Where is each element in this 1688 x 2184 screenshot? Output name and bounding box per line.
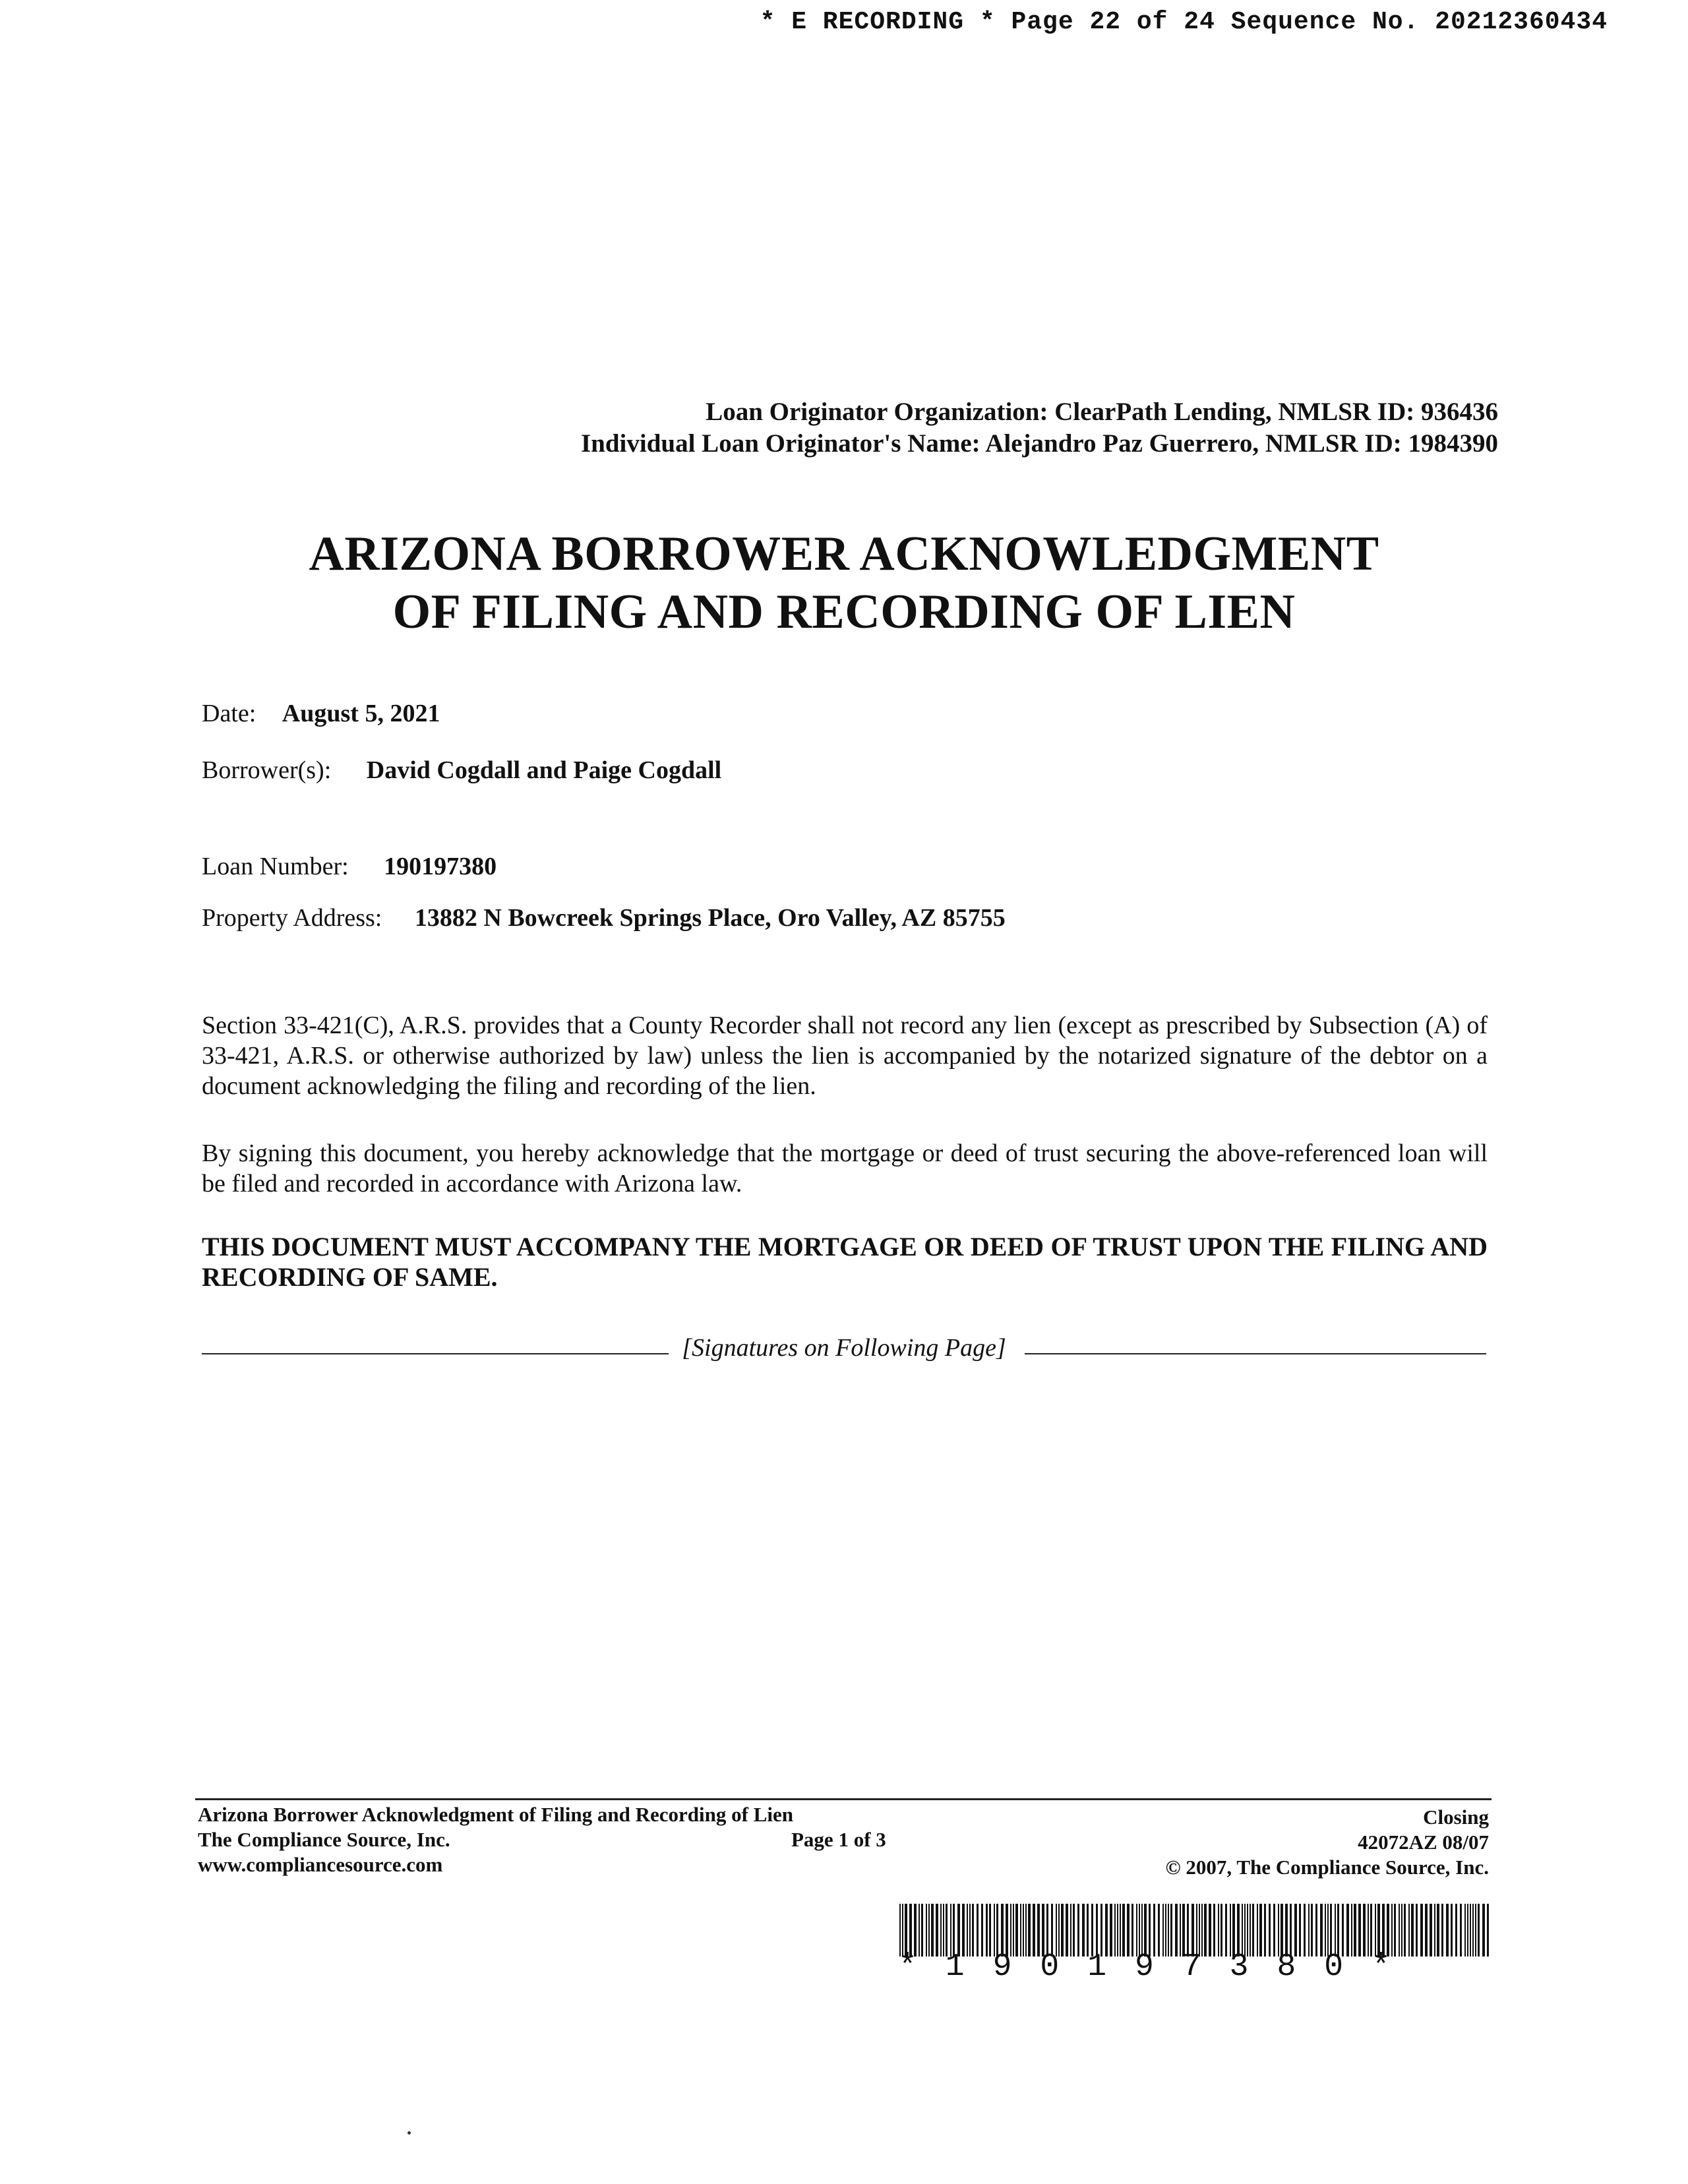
barcode-bar (1015, 1904, 1018, 1957)
barcode-bar (909, 1904, 912, 1957)
barcode-bar (1114, 1904, 1116, 1957)
barcode-bar (1437, 1904, 1439, 1957)
loan-number-label: Loan Number: (202, 853, 349, 880)
barcode-bar (1153, 1904, 1155, 1957)
barcode-bar (1375, 1904, 1376, 1957)
barcode-bar (1346, 1904, 1349, 1957)
barcode-bar (1168, 1904, 1169, 1957)
barcode-bar (1387, 1904, 1389, 1957)
barcode-bar (1308, 1904, 1310, 1957)
property-address-field (202, 903, 1006, 932)
barcode-bar (1204, 1904, 1207, 1957)
barcode-bar (1363, 1904, 1366, 1957)
barcode-bar (1394, 1904, 1396, 1957)
acknowledgment-paragraph: By signing this document, you hereby acknowledge that the mortgage or deed of trust securing the above-referenced loan will be filed and recorded in accordance with Arizona law. (202, 1139, 1488, 1198)
barcode-bar (977, 1904, 979, 1957)
accompany-notice: THIS DOCUMENT MUST ACCOMPANY THE MORTGAGE OR DEED OF TRUST UPON THE FILING AND RECORDING OF SAME. (202, 1232, 1488, 1292)
signatures-divider (202, 1333, 1486, 1366)
barcode-bar (1259, 1904, 1262, 1957)
barcode-bar (962, 1904, 965, 1957)
barcode-bar (1201, 1904, 1203, 1957)
footer-website: www.compliancesource.com (198, 1853, 443, 1876)
barcode-bar (1141, 1904, 1143, 1957)
barcode-bar (1441, 1904, 1443, 1957)
barcode-bar (1096, 1904, 1098, 1957)
barcode-bar (1358, 1904, 1361, 1957)
property-address-label: Property Address: (202, 904, 382, 932)
barcode-bar (986, 1904, 988, 1957)
barcode-bar (1467, 1904, 1468, 1957)
barcode-bar (1225, 1904, 1227, 1957)
barcode-bar (1242, 1904, 1243, 1957)
barcode-bar (1487, 1904, 1489, 1957)
barcode-bar (1209, 1904, 1211, 1957)
footer-category: Closing (1423, 1805, 1489, 1829)
barcode-bar (1351, 1904, 1352, 1957)
barcode-bar (1042, 1904, 1044, 1957)
barcode-bar (931, 1904, 934, 1957)
barcode-bar (1399, 1904, 1400, 1957)
barcode-bar (943, 1904, 944, 1957)
barcode-bar (1264, 1904, 1266, 1957)
barcode-bar (1136, 1904, 1137, 1957)
barcode-bar (1391, 1904, 1393, 1957)
barcode-bar (1221, 1904, 1222, 1957)
barcode-bar (919, 1904, 920, 1957)
barcode-bar (1320, 1904, 1323, 1957)
footer-copyright: © 2007, The Compliance Source, Inc. (1165, 1856, 1489, 1879)
barcode-bar (899, 1904, 901, 1957)
barcode-bar (1213, 1904, 1215, 1957)
signatures-note: [Signatures on Following Page] (682, 1334, 1006, 1362)
barcode-bar (1335, 1904, 1336, 1957)
barcode-bar (1165, 1904, 1166, 1957)
barcode-bar (1451, 1904, 1453, 1957)
barcode-bar (1158, 1904, 1160, 1957)
footer-form-code: 42072AZ 08/07 (1358, 1831, 1489, 1854)
barcode-bar (1199, 1904, 1200, 1957)
barcode-bar (1232, 1904, 1235, 1957)
barcode-bar (1425, 1904, 1428, 1957)
barcode-bar (1120, 1904, 1121, 1957)
borrowers-field (202, 756, 721, 785)
barcode-bar (996, 1904, 998, 1957)
borrowers-label: Borrower(s): (202, 756, 332, 784)
barcode-bar (1020, 1904, 1021, 1957)
barcode-bar (921, 1904, 923, 1957)
date-label: Date: (202, 700, 256, 727)
barcode-bar (1327, 1904, 1329, 1957)
barcode-bar (1073, 1904, 1075, 1957)
barcode-bar (1368, 1904, 1369, 1957)
scan-speck (407, 2131, 411, 2135)
barcode-bar (1058, 1904, 1060, 1957)
barcode-bar (1325, 1904, 1326, 1957)
barcode-bar (928, 1904, 930, 1957)
barcode-bar (1230, 1904, 1231, 1957)
barcode-bar (1315, 1904, 1317, 1957)
barcode-bar (1001, 1904, 1004, 1957)
footer-divider (195, 1798, 1492, 1800)
barcode-bar (1330, 1904, 1332, 1957)
barcode-bar (946, 1904, 948, 1957)
barcode-bar (1100, 1904, 1102, 1957)
loan-barcode (898, 1904, 1492, 1957)
barcode-bar (1127, 1904, 1130, 1957)
barcode-bar (1091, 1904, 1093, 1957)
barcode-bar (1250, 1904, 1251, 1957)
barcode-bar (1122, 1904, 1125, 1957)
document-title-line1: ARIZONA BORROWER ACKNOWLEDGMENT (309, 527, 1379, 581)
barcode-bar (1299, 1904, 1301, 1957)
barcode-bar (950, 1904, 951, 1957)
loan-number-field (202, 852, 497, 881)
barcode-bar (989, 1904, 991, 1957)
divider-rule-right (1025, 1353, 1486, 1354)
barcode-bar (1252, 1904, 1254, 1957)
barcode-bar (1237, 1904, 1240, 1957)
barcode-bar (969, 1904, 971, 1957)
barcode-bar (1196, 1904, 1197, 1957)
barcode-bar (905, 1904, 907, 1957)
barcode-bar (1077, 1904, 1079, 1957)
barcode-bar (1430, 1904, 1432, 1957)
barcode-bar (1028, 1904, 1031, 1957)
barcode-bar (1281, 1904, 1283, 1957)
barcode-bar (1144, 1904, 1147, 1957)
barcode-bar (1037, 1904, 1040, 1957)
barcode-bar (1464, 1904, 1466, 1957)
recording-stamp: * E RECORDING * Page 22 of 24 Sequence No. 20212360434 (760, 8, 1608, 36)
footer-company: The Compliance Source, Inc. (198, 1828, 450, 1851)
barcode-bar (1382, 1904, 1385, 1957)
barcode-bar (1056, 1904, 1057, 1957)
barcode-bar (1472, 1904, 1474, 1957)
barcode-bar (1416, 1904, 1418, 1957)
barcode-bar (1401, 1904, 1402, 1957)
barcode-bar (1170, 1904, 1172, 1957)
barcode-bar (1446, 1904, 1449, 1957)
barcode-bar (1191, 1904, 1194, 1957)
barcode-bar (936, 1904, 938, 1957)
barcode-bar (1475, 1904, 1476, 1957)
barcode-bar (902, 1904, 903, 1957)
barcode-bar (1354, 1904, 1356, 1957)
barcode-bar (1023, 1904, 1024, 1957)
barcode-text: *190197380* (898, 1949, 1419, 1985)
barcode-bar (953, 1904, 955, 1957)
statute-paragraph: Section 33-421(C), A.R.S. provides that a County Recorder shall not record any lien (except as prescribed by Subsection (A) of 33-421, A.R.S. or otherwise authorized by law) unless the lien is accompanied by the notarized signature of the debtor on a document acknowledging the filing and recording of the lien. (202, 1012, 1488, 1100)
barcode-bar (1420, 1904, 1423, 1957)
barcode-bar (1337, 1904, 1339, 1957)
barcode-bar (1070, 1904, 1071, 1957)
barcode-bar (1478, 1904, 1480, 1957)
barcode-bar (1304, 1904, 1306, 1957)
barcode-bar (1460, 1904, 1462, 1957)
barcode-bar (1187, 1904, 1189, 1957)
barcode-bar (1051, 1904, 1053, 1957)
barcode-bar (1247, 1904, 1248, 1957)
barcode-bar (1033, 1904, 1035, 1957)
barcode-bar (1411, 1904, 1414, 1957)
barcode-bar (1162, 1904, 1164, 1957)
barcode-bar (1285, 1904, 1288, 1957)
barcode-bar (1244, 1904, 1246, 1957)
barcode-bar (967, 1904, 968, 1957)
footer-page-number: Page 1 of 3 (791, 1828, 886, 1851)
individual-loan-originator: Individual Loan Originator's Name: Alejandro Paz Guerrero, NMLSR ID: 1984390 (580, 429, 1498, 458)
barcode-bar (1182, 1904, 1185, 1957)
barcode-bar (1131, 1904, 1133, 1957)
property-address-value: 13882 N Bowcreek Springs Place, Oro Valley, AZ 85755 (414, 904, 1006, 932)
barcode-bar (1408, 1904, 1410, 1957)
barcode-bar (1061, 1904, 1064, 1957)
barcode-bar (1257, 1904, 1258, 1957)
footer-doc-title: Arizona Borrower Acknowledgment of Filing and Recording of Lien (198, 1803, 793, 1826)
loan-number-value: 190197380 (384, 853, 497, 880)
barcode-bar (1105, 1904, 1108, 1957)
barcode-bar (1455, 1904, 1457, 1957)
barcode-bar (1087, 1904, 1089, 1957)
barcode-bar (994, 1904, 995, 1957)
barcode-bar (1290, 1904, 1292, 1957)
barcode-bar (914, 1904, 917, 1957)
barcode-bar (1278, 1904, 1279, 1957)
barcode-bar (1066, 1904, 1068, 1957)
barcode-bar (1273, 1904, 1275, 1957)
barcode-bar (1082, 1904, 1085, 1957)
barcode-bar (1010, 1904, 1011, 1957)
barcode-bar (1180, 1904, 1181, 1957)
barcode-bar (1482, 1904, 1485, 1957)
barcode-bar (1139, 1904, 1140, 1957)
barcode-bar (1269, 1904, 1271, 1957)
barcode-bar (1110, 1904, 1112, 1957)
date-field (202, 699, 440, 728)
barcode-bar (1175, 1904, 1178, 1957)
barcode-bar (1013, 1904, 1014, 1957)
barcode-bar (1294, 1904, 1297, 1957)
barcode-bar (1311, 1904, 1313, 1957)
barcode-bar (926, 1904, 927, 1957)
barcode-bar (981, 1904, 983, 1957)
date-value: August 5, 2021 (282, 700, 440, 727)
barcode-bar (1218, 1904, 1219, 1957)
barcode-bar (940, 1904, 942, 1957)
barcode-bar (1404, 1904, 1406, 1957)
barcode-bar (957, 1904, 960, 1957)
barcode-bar (1434, 1904, 1435, 1957)
barcode-bar (1117, 1904, 1118, 1957)
barcode-bar (1149, 1904, 1151, 1957)
barcode-bar (1006, 1904, 1008, 1957)
barcode-bar (1470, 1904, 1471, 1957)
barcode-bar (1342, 1904, 1344, 1957)
loan-originator-organization: Loan Originator Organization: ClearPath Lending, NMLSR ID: 936436 (706, 398, 1498, 426)
barcode-bar (1377, 1904, 1380, 1957)
barcode-bar (1046, 1904, 1048, 1957)
barcode-bar (1370, 1904, 1372, 1957)
barcode-bar (972, 1904, 974, 1957)
barcode-bar (1025, 1904, 1027, 1957)
document-title-line2: OF FILING AND RECORDING OF LIEN (392, 585, 1296, 639)
borrowers-value: David Cogdall and Paige Cogdall (366, 756, 722, 784)
